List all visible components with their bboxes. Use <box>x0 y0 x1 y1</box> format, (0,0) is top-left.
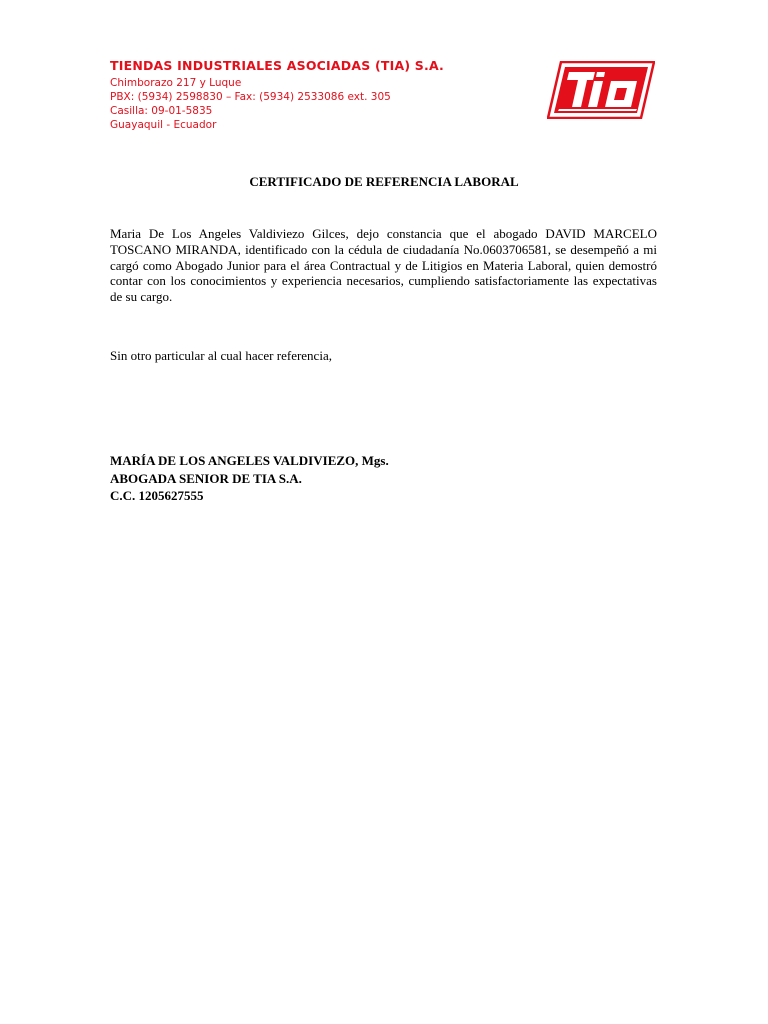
letterhead <box>110 57 510 132</box>
signer-name: MARÍA DE LOS ANGELES VALDIVIEZO, Mgs. <box>110 453 389 468</box>
company-city: Guayaquil - Ecuador <box>110 119 217 131</box>
closing-line: Sin otro particular al cual hacer referencia, <box>110 348 332 363</box>
company-phone: PBX: (5934) 2598830 – Fax: (5934) 2533086 ext. 305 <box>110 91 391 103</box>
company-address: Chimborazo 217 y Luque <box>110 77 242 89</box>
signer-position: ABOGADA SENIOR DE TIA S.A. <box>110 470 302 486</box>
signer-id: C.C. 1205627555 <box>110 488 204 503</box>
company-name: TIENDAS INDUSTRIALES ASOCIADAS (TIA) S.A. <box>110 58 444 73</box>
certificate-body: Maria De Los Angeles Valdiviezo Gilces, dejo constancia que el abogado DAVID MARCELO TOSCANO MIRANDA, identificado con la cédula de ciudadanía No.0603706581, se desempeñó a mi cargó como Abogado Junior para el área Contractual y de Litigios en Materia Laboral, quien demostró contar con los conocimientos y experiencia necesarios, cumpliendo satisfactoriamente las expectativas de su cargo. <box>110 226 657 305</box>
tia-logo-icon <box>547 61 655 119</box>
company-mailbox: Casilla: 09-01-5835 <box>110 105 213 117</box>
signature-block <box>110 452 389 505</box>
document-title: CERTIFICADO DE REFERENCIA LABORAL <box>249 174 519 189</box>
